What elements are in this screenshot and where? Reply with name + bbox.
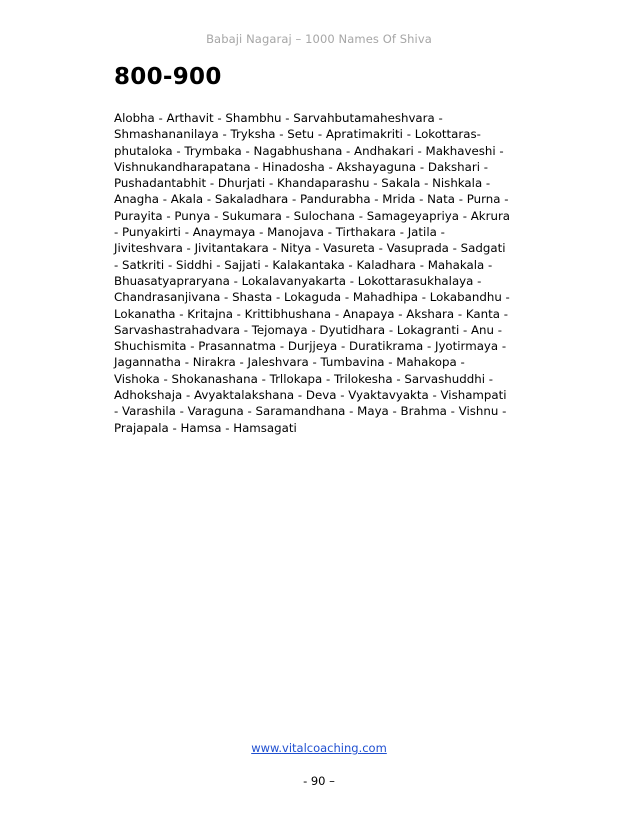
page-number: - 90 – — [303, 774, 335, 788]
section-heading: 800-900 — [114, 64, 222, 90]
running-header: Babaji Nagaraj – 1000 Names Of Shiva — [206, 32, 432, 46]
names-paragraph: Alobha - Arthavit - Shambhu - Sarvahbutamaheshvara - Shmashananilaya - Tryksha - Setu - Apratimakriti - Lokottaras- phutaloka - Trymbaka - Nagabhushana - Andhakari - Makhaveshi - Vishnukandharapatana - Hinadosha - Akshayaguna - Dakshari - Pushadantabhit - Dhurjati - Khandaparashu - Sakala - Nishkala - Anagha - Akala - Sakaladhara - Pandurabha - Mrida - Nata - Purna - Purayita - Punya - Sukumara - Sulochana - Samageyapriya - Akrura - Punyakirti - Anaymaya - Manojava - Tirthakara - Jatila - Jiviteshvara - Jivitantakara - Nitya - Vasureta - Vasuprada - Sadgati - Satkriti - Siddhi - Sajjati - Kalakantaka - Kaladhara - Mahakala - Bhuasatyapraryana - Lokalavanyakarta - Lokottarasukhalaya - Chandrasanjivana - Shasta - Lokaguda - Mahadhipa - Lokabandhu - Lokanatha - Kritajna - Krittibhushana - Anapaya - Akshara - Kanta - Sarvashastrahadvara - Tejomaya - Dyutidhara - Lokagranti - Anu - Shuchismita - Prasannatma - Durjjeya - Duratikrama - Jyotirmaya - Jagannatha - Nirakra - Jaleshvara - Tumbavina - Mahakopa - Vishoka - Shokanashana - Trllokapa - Trilokesha - Sarvashuddhi - Adhokshaja - Avyaktalakshana - Deva - Vyaktavyakta - Vishampati - Varashila - Varaguna - Saramandhana - Maya - Brahma - Vishnu - Prajapala - Hamsa - Hamsagati — [114, 111, 511, 435]
website-link[interactable]: www.vitalcoaching.com — [251, 741, 387, 755]
